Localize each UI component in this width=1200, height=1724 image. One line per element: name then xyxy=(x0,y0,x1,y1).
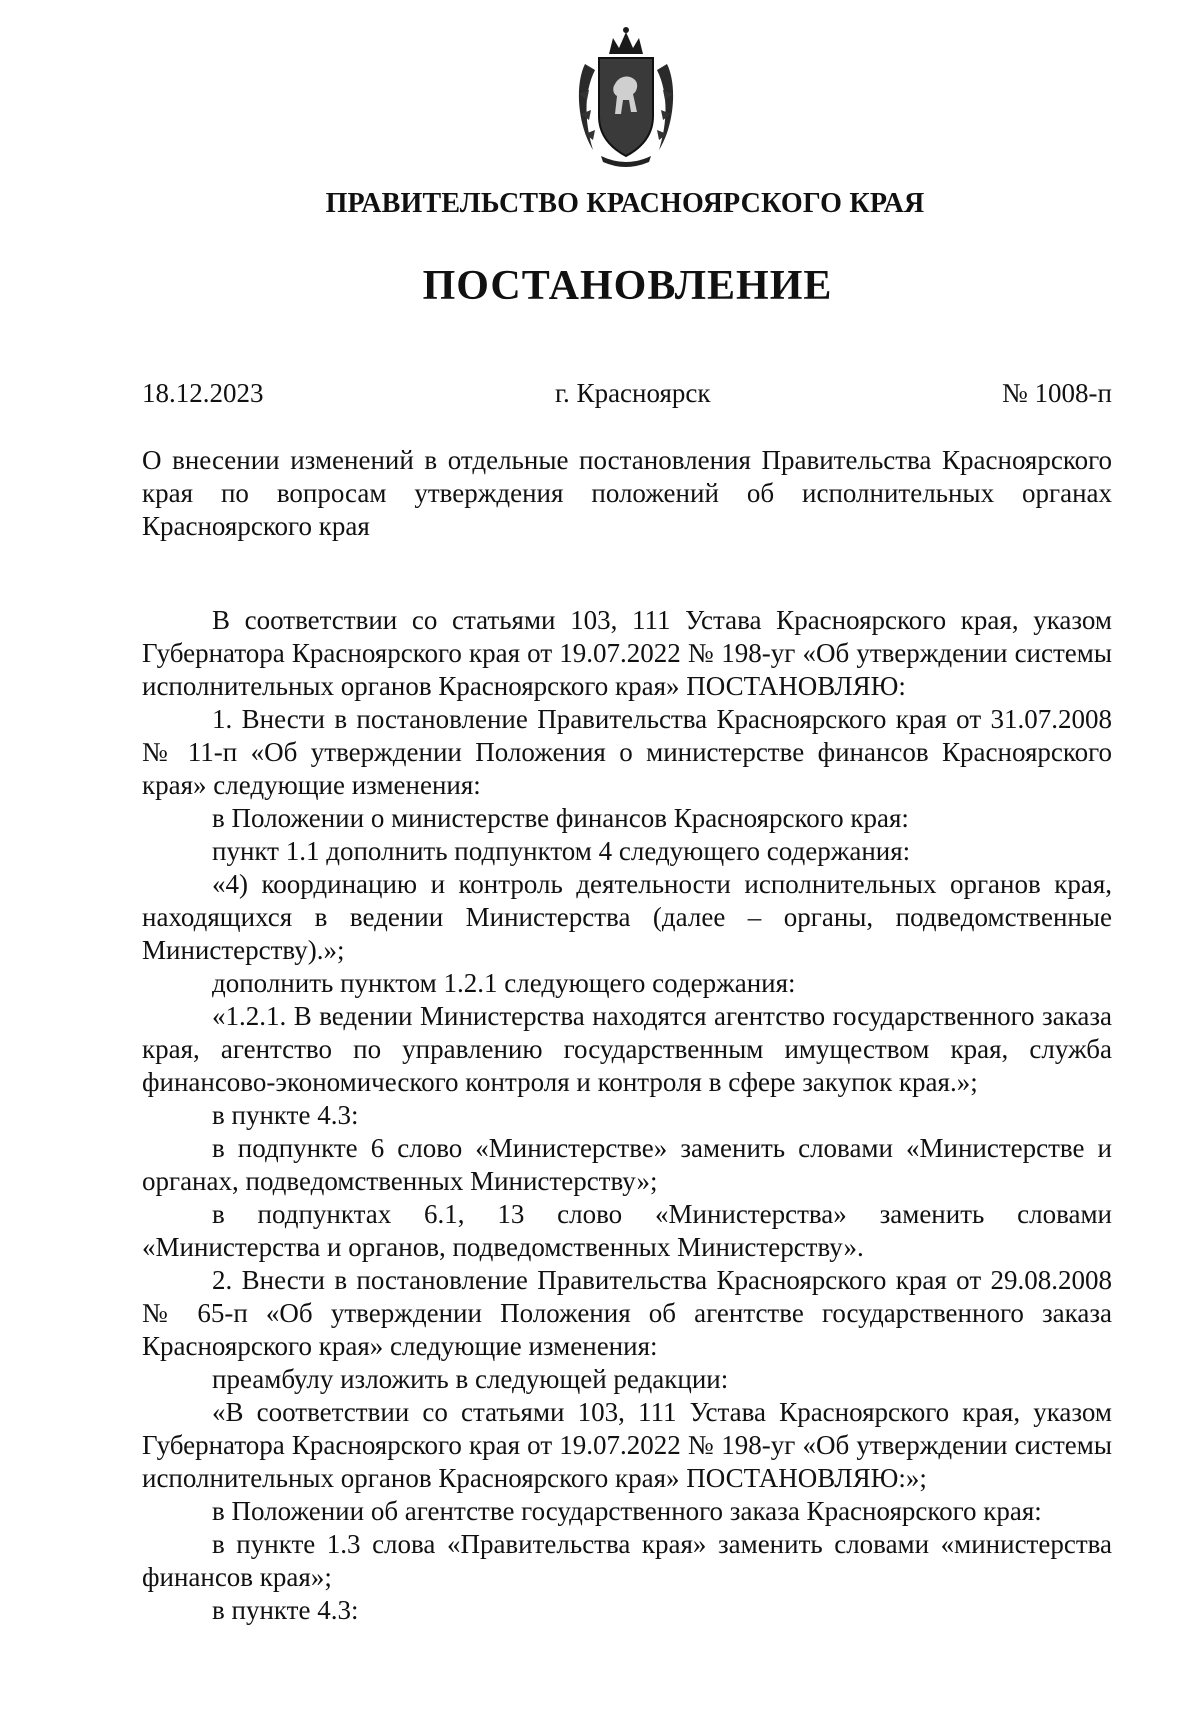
document-type-title: ПОСТАНОВЛЕНИЕ xyxy=(422,263,833,309)
coat-of-arms-icon xyxy=(571,24,681,168)
document-subject: О внесении изменений в отдельные постановления Правительства Красноярского края по вопросам утверждения положений об исполнительных органах Красноярского края xyxy=(142,445,1112,541)
paragraph: преамбулу изложить в следующей редакции: xyxy=(212,1364,729,1394)
paragraph: дополнить пунктом 1.2.1 следующего содержания: xyxy=(212,968,796,998)
paragraph: в подпунктах 6.1, 13 слово «Министерства» заменить словами «Министерства и органов, подведомственных Министерству». xyxy=(142,1199,1112,1262)
paragraph: 2. Внести в постановление Правительства Красноярского края от 29.08.2008 № 65-п «Об утверждении Положения об агентстве государственного заказа Красноярского края» следующие изменения: xyxy=(142,1265,1112,1361)
document-city: г. Красноярск xyxy=(555,378,711,408)
paragraph: в Положении о министерстве финансов Красноярского края: xyxy=(212,803,909,833)
paragraph: В соответствии со статьями 103, 111 Устава Красноярского края, указом Губернатора Красноярского края от 19.07.2022 № 198-уг «Об утверждении системы исполнительных органов Красноярского края» ПОСТАНОВЛЯЮ: xyxy=(142,605,1112,701)
paragraph: «4) координацию и контроль деятельности исполнительных органов края, находящихся в ведении Министерства (далее – органы, подведомственные Министерству).»; xyxy=(142,869,1112,965)
government-title: ПРАВИТЕЛЬСТВО КРАСНОЯРСКОГО КРАЯ xyxy=(325,188,925,219)
document-body xyxy=(142,444,1112,1627)
paragraph: в пункте 4.3: xyxy=(212,1595,359,1625)
paragraph: в пункте 1.3 слова «Правительства края» заменить словами «министерства финансов края»; xyxy=(142,1529,1112,1592)
paragraph: 1. Внести в постановление Правительства Красноярского края от 31.07.2008 № 11-п «Об утверждении Положения о министерстве финансов Красноярского края» следующие изменения: xyxy=(142,704,1112,800)
document-meta-row xyxy=(142,378,1112,409)
paragraph: в Положении об агентстве государственного заказа Красноярского края: xyxy=(212,1496,1042,1526)
paragraph: пункт 1.1 дополнить подпунктом 4 следующего содержания: xyxy=(212,836,911,866)
document-date: 18.12.2023 xyxy=(142,378,264,408)
paragraph: «1.2.1. В ведении Министерства находятся агентство государственного заказа края, агентство по управлению государственным имуществом края, служба финансово-экономического контроля и контроля в сфере закупок края.»; xyxy=(142,1001,1112,1097)
document-number: № 1008-п xyxy=(1002,378,1112,408)
paragraph: в пункте 4.3: xyxy=(212,1100,359,1130)
paragraph: в подпункте 6 слово «Министерстве» заменить словами «Министерстве и органах, подведомственных Министерству»; xyxy=(142,1133,1112,1196)
paragraph-list xyxy=(142,604,1112,1627)
paragraph: «В соответствии со статьями 103, 111 Устава Красноярского края, указом Губернатора Красноярского края от 19.07.2022 № 198-уг «Об утверждении системы исполнительных органов Красноярского края» ПОСТАНОВЛЯЮ:»; xyxy=(142,1397,1112,1493)
